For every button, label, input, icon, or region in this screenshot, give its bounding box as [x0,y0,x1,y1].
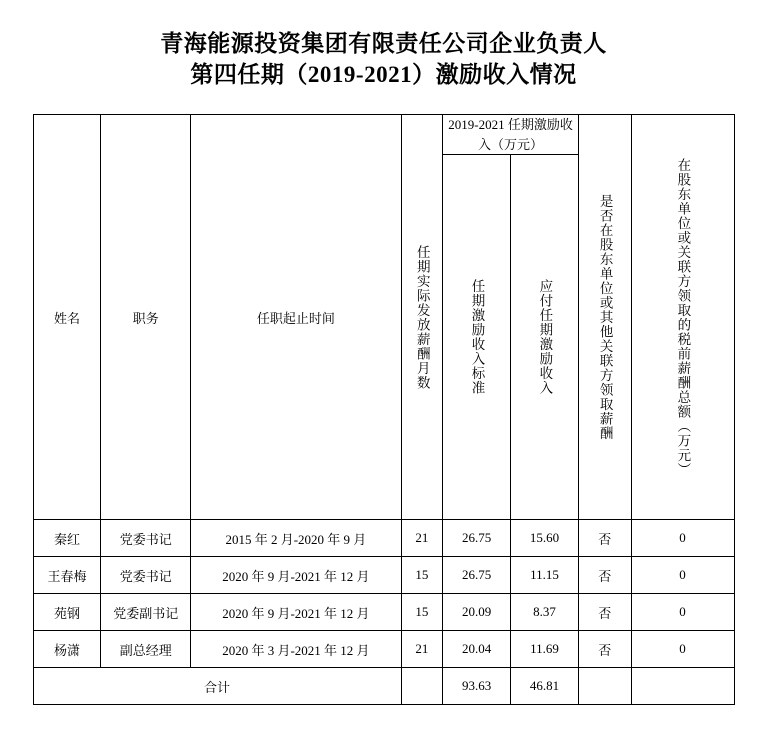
cell-standard: 20.09 [443,594,511,631]
header-period: 任职起止时间 [191,115,401,520]
cell-standard: 26.75 [443,520,511,557]
cell-name: 王春梅 [33,557,101,594]
cell-post: 副总经理 [101,631,191,668]
cell-standard: 20.04 [443,631,511,668]
page-title-line2: 第四任期（2019-2021）激励收入情况 [190,62,577,87]
table-row [33,631,734,668]
total-other-unit [578,668,631,705]
header-other-unit [578,115,631,520]
header-standard-label: 任期激励收入标准 [469,279,485,395]
cell-other-unit: 否 [578,594,631,631]
cell-period: 2020 年 9 月-2021 年 12 月 [191,594,401,631]
cell-months: 21 [401,520,443,557]
header-months [401,115,443,520]
cell-pretax-total: 0 [631,594,734,631]
header-group-incentive: 2019-2021 任期激励收入（万元） [443,115,579,155]
cell-post: 党委书记 [101,520,191,557]
header-payable-label: 应付任期激励收入 [537,279,553,395]
header-name: 姓名 [33,115,101,520]
incentive-income-table [33,114,735,705]
cell-payable: 8.37 [511,594,579,631]
table-row [33,557,734,594]
cell-pretax-total: 0 [631,631,734,668]
cell-other-unit: 否 [578,520,631,557]
header-post: 职务 [101,115,191,520]
cell-period: 2020 年 3 月-2021 年 12 月 [191,631,401,668]
cell-pretax-total: 0 [631,557,734,594]
cell-name: 杨潇 [33,631,101,668]
header-other-unit-label: 是否在股东单位或其他关联方领取薪酬 [597,193,613,441]
table-header-row-top [33,115,734,155]
page-title-line1: 青海能源投资集团有限责任公司企业负责人 [160,31,607,56]
cell-period: 2020 年 9 月-2021 年 12 月 [191,557,401,594]
header-payable [511,155,579,520]
cell-name: 苑钢 [33,594,101,631]
table-row [33,520,734,557]
page-title [0,0,767,90]
cell-payable: 11.15 [511,557,579,594]
table-row [33,594,734,631]
cell-months: 15 [401,557,443,594]
cell-period: 2015 年 2 月-2020 年 9 月 [191,520,401,557]
cell-standard: 26.75 [443,557,511,594]
cell-other-unit: 否 [578,557,631,594]
cell-pretax-total: 0 [631,520,734,557]
cell-payable: 15.60 [511,520,579,557]
cell-other-unit: 否 [578,631,631,668]
header-standard [443,155,511,520]
cell-payable: 11.69 [511,631,579,668]
total-payable: 46.81 [511,668,579,705]
total-months [401,668,443,705]
cell-post: 党委副书记 [101,594,191,631]
total-label: 合计 [33,668,401,705]
header-pretax-total-label: 在股东单位或关联方领取的税前薪酬总额（万元） [675,157,691,477]
total-standard: 93.63 [443,668,511,705]
header-months-label: 任期实际发放薪酬月数 [414,244,430,390]
cell-months: 21 [401,631,443,668]
cell-name: 秦红 [33,520,101,557]
cell-post: 党委书记 [101,557,191,594]
total-pretax-total [631,668,734,705]
table-total-row [33,668,734,705]
header-pretax-total [631,115,734,520]
cell-months: 15 [401,594,443,631]
